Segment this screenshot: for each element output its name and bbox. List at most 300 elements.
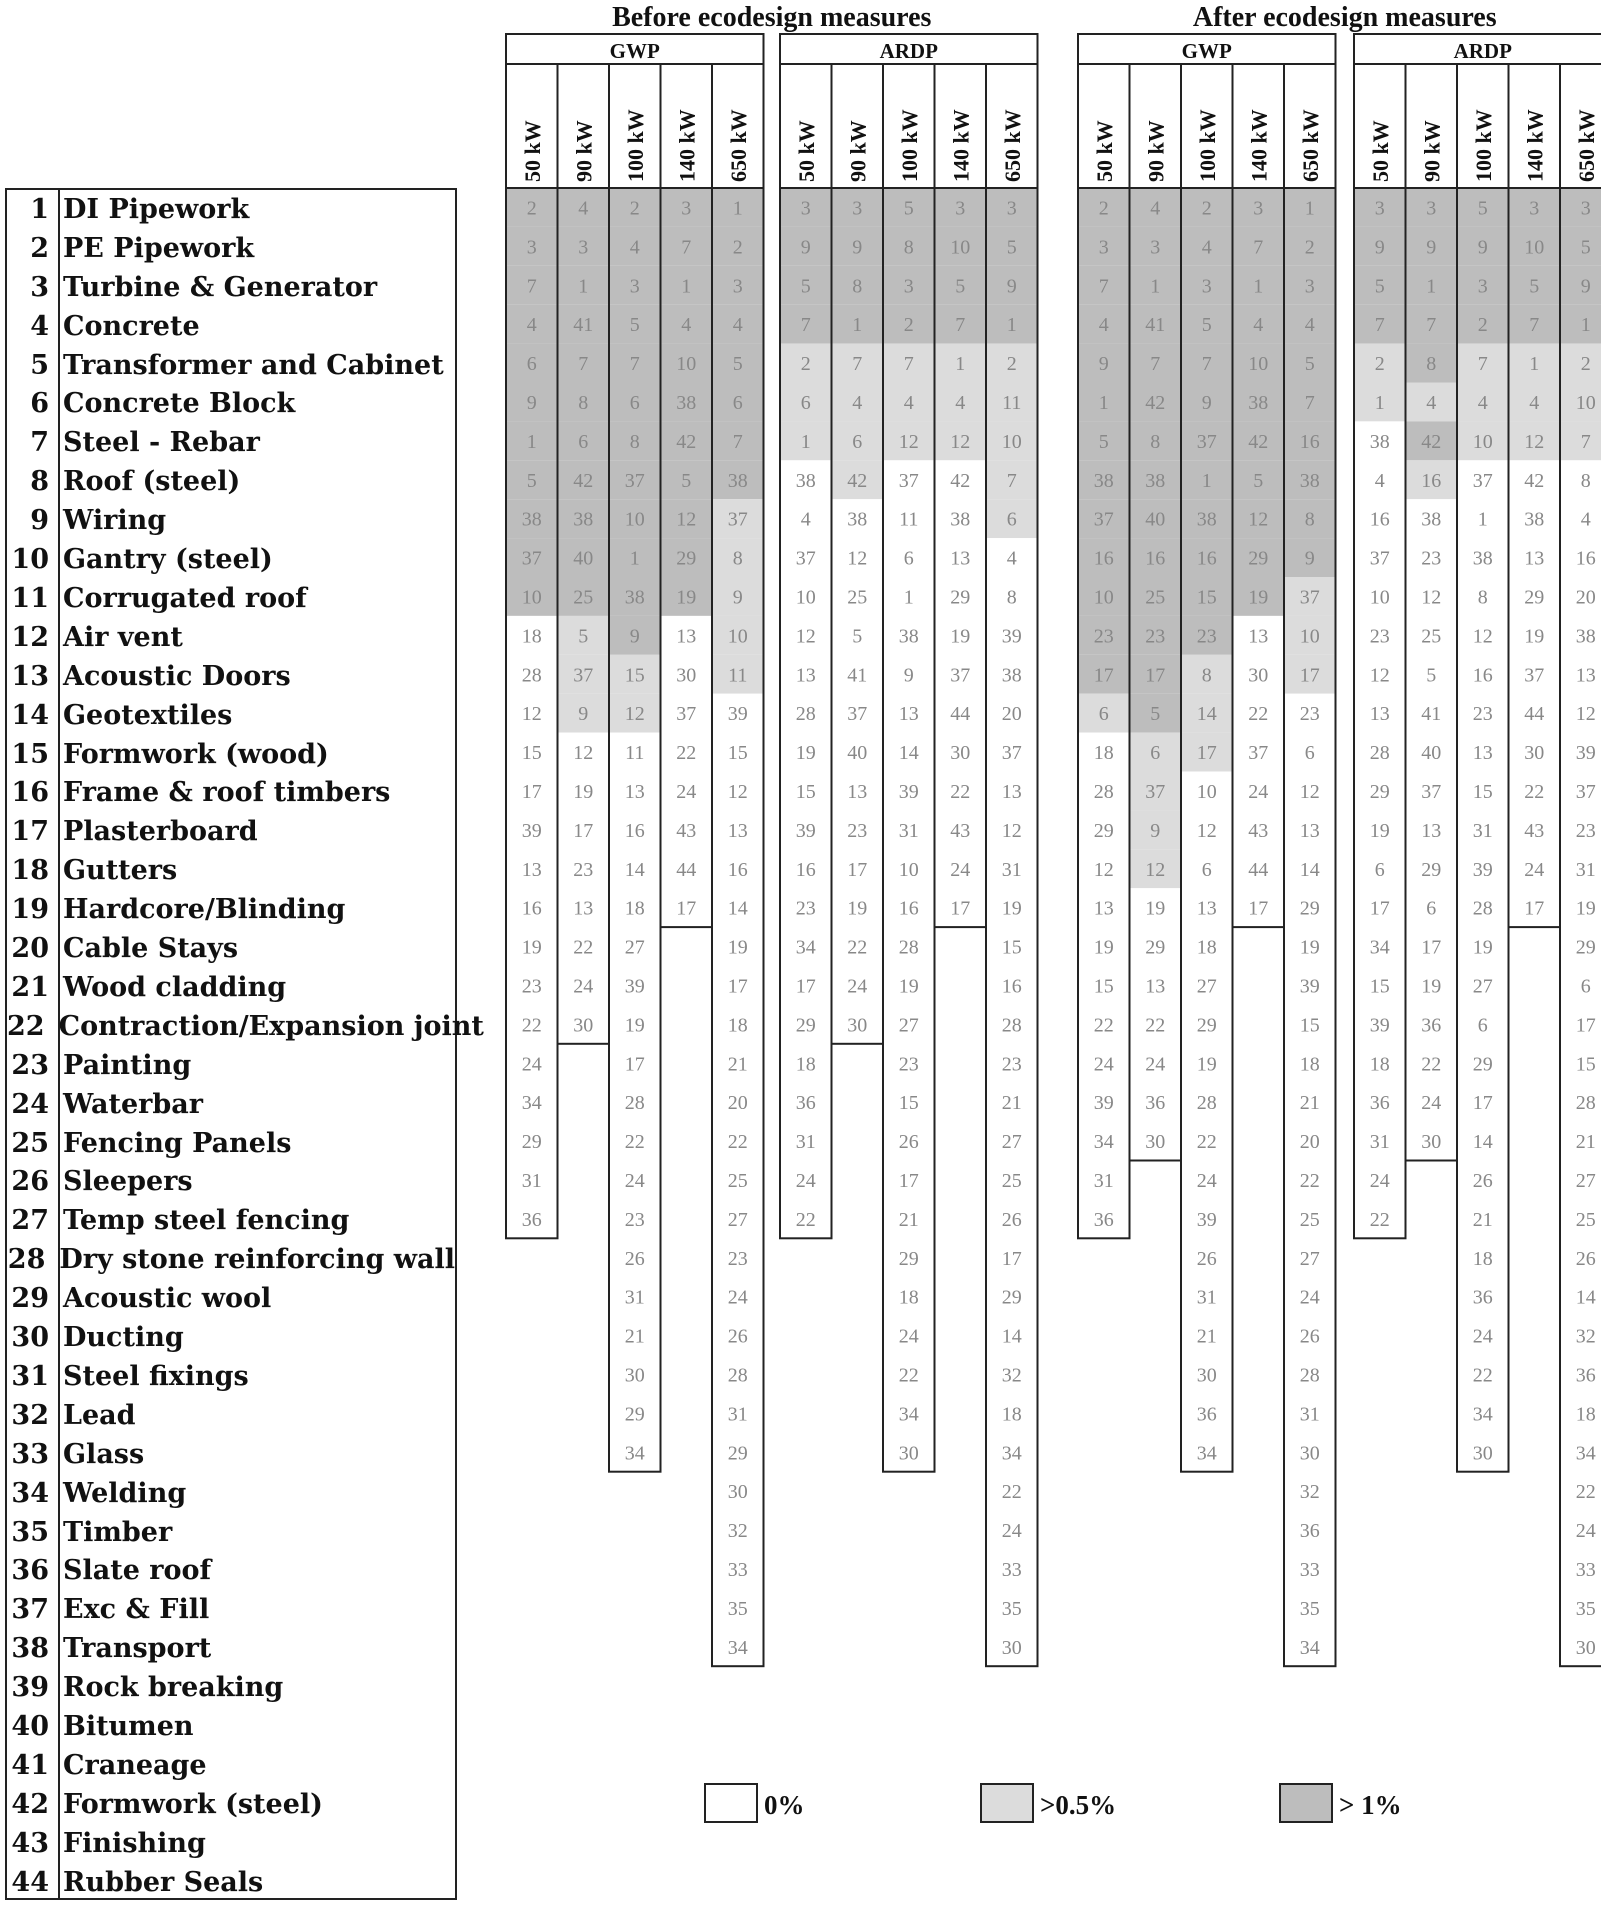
rank-value: 3	[1374, 197, 1385, 220]
rank-value: 14	[898, 742, 919, 765]
rank-value: 13	[1145, 975, 1166, 998]
rank-value: 9	[1477, 236, 1488, 259]
component-name: Formwork (steel)	[63, 1788, 323, 1820]
component-name: Finishing	[63, 1827, 206, 1859]
rank-value: 35	[1299, 1597, 1320, 1620]
rank-value: 33	[727, 1558, 748, 1581]
rank-value: 12	[1472, 625, 1493, 648]
rank-value: 12	[1421, 586, 1442, 609]
rank-value: 24	[1472, 1325, 1493, 1348]
component-name: Concrete	[63, 310, 200, 342]
rank-value: 16	[1369, 508, 1390, 531]
rank-value: 18	[1575, 1403, 1596, 1426]
rank-value: 13	[1093, 897, 1114, 920]
rank-value: 29	[950, 586, 971, 609]
rank-value: 37	[898, 469, 919, 492]
rank-value: 25	[1299, 1208, 1320, 1231]
rank-value: 11	[728, 664, 748, 687]
rank-value: 29	[1248, 547, 1269, 570]
rank-value: 9	[1201, 391, 1212, 414]
rank-value: 22	[1299, 1169, 1320, 1192]
rank-value: 1	[903, 586, 914, 609]
rank-value: 33	[1299, 1558, 1320, 1581]
rank-value: 40	[847, 742, 868, 765]
rank-value: 35	[1001, 1597, 1022, 1620]
rank-value: 16	[1575, 547, 1596, 570]
rank-value: 26	[1575, 1247, 1596, 1270]
rank-value: 36	[1196, 1403, 1217, 1426]
legend-label: >0.5%	[1040, 1790, 1117, 1820]
rank-value: 34	[1369, 936, 1390, 959]
rank-value: 13	[624, 780, 645, 803]
rank-value: 13	[573, 897, 594, 920]
rank-value: 2	[1006, 353, 1017, 376]
rank-value: 5	[629, 314, 640, 337]
rank-value: 8	[1150, 430, 1161, 453]
component-number: 6	[30, 388, 49, 420]
rank-value: 36	[795, 1092, 816, 1115]
rank-value: 4	[526, 314, 537, 337]
rank-value: 16	[898, 897, 919, 920]
rank-value: 16	[521, 897, 542, 920]
rank-value: 2	[1580, 353, 1591, 376]
rank-value: 1	[1253, 275, 1264, 298]
rank-value: 37	[521, 547, 542, 570]
rank-value: 18	[898, 1286, 919, 1309]
component-number: 1	[30, 193, 49, 225]
rank-value: 9	[1006, 275, 1017, 298]
indicator-label: ARDP	[879, 39, 938, 63]
capacity-label: 90 kW	[1419, 120, 1445, 182]
rank-value: 38	[1421, 508, 1442, 531]
rank-value: 26	[624, 1247, 645, 1270]
rank-value: 21	[1575, 1131, 1596, 1154]
rank-value: 17	[727, 975, 748, 998]
rank-value: 2	[1304, 236, 1315, 259]
rank-value: 31	[1299, 1403, 1320, 1426]
rank-value: 38	[624, 586, 645, 609]
rank-value: 30	[1248, 664, 1269, 687]
rank-value: 23	[1093, 625, 1114, 648]
rank-value: 6	[1374, 858, 1385, 881]
rank-value: 19	[521, 936, 542, 959]
capacity-label: 650 kW	[725, 109, 751, 182]
rank-value: 17	[1145, 664, 1166, 687]
rank-value: 8	[732, 547, 743, 570]
rank-value: 12	[1575, 703, 1596, 726]
rank-value: 38	[727, 469, 748, 492]
rank-value: 19	[727, 936, 748, 959]
component-name: Roof (steel)	[63, 466, 241, 498]
rank-value: 9	[800, 236, 811, 259]
rank-value: 12	[1145, 858, 1166, 881]
rank-value: 19	[1145, 897, 1166, 920]
rank-value: 13	[1575, 664, 1596, 687]
rank-value: 1	[1006, 314, 1017, 337]
rank-value: 12	[950, 430, 971, 453]
rank-value: 1	[1580, 314, 1591, 337]
rank-value: 19	[1001, 897, 1022, 920]
rank-value: 15	[1196, 586, 1217, 609]
rank-value: 30	[1145, 1131, 1166, 1154]
rank-value: 1	[955, 353, 966, 376]
component-number: 28	[7, 1244, 46, 1276]
rank-value: 7	[1580, 430, 1591, 453]
rank-value: 37	[676, 703, 697, 726]
rank-value: 30	[1196, 1364, 1217, 1387]
rank-value: 44	[676, 858, 697, 881]
rank-value: 8	[578, 391, 589, 414]
rank-value: 17	[1421, 936, 1442, 959]
rank-value: 7	[1374, 314, 1385, 337]
component-number: 7	[30, 427, 49, 459]
rank-value: 16	[1093, 547, 1114, 570]
rank-value: 10	[1248, 353, 1269, 376]
rank-value: 7	[1098, 275, 1109, 298]
rank-value: 23	[1299, 703, 1320, 726]
rank-value: 31	[1093, 1169, 1114, 1192]
rank-value: 1	[800, 430, 811, 453]
rank-value: 5	[1150, 703, 1161, 726]
component-number: 38	[11, 1633, 49, 1665]
rank-value: 30	[1299, 1442, 1320, 1465]
rank-value: 38	[1369, 430, 1390, 453]
rank-value: 28	[1196, 1092, 1217, 1115]
rank-value: 4	[1201, 236, 1212, 259]
rank-value: 18	[795, 1053, 816, 1076]
rank-value: 2	[800, 353, 811, 376]
rank-value: 22	[676, 742, 697, 765]
rank-value: 22	[1145, 1014, 1166, 1037]
component-name: Wiring	[63, 505, 167, 537]
rank-value: 16	[1472, 664, 1493, 687]
rank-value: 4	[852, 391, 863, 414]
component-number: 21	[11, 971, 49, 1003]
rank-value: 5	[526, 469, 537, 492]
rank-value: 12	[1248, 508, 1269, 531]
rank-value: 15	[727, 742, 748, 765]
rank-value: 24	[1299, 1286, 1320, 1309]
rank-value: 42	[1524, 469, 1545, 492]
rank-value: 38	[898, 625, 919, 648]
rank-value: 12	[1299, 780, 1320, 803]
rank-value: 25	[1001, 1169, 1022, 1192]
rank-value: 23	[1421, 547, 1442, 570]
rank-value: 10	[521, 586, 542, 609]
rank-value: 24	[676, 780, 697, 803]
rank-value: 16	[1145, 547, 1166, 570]
legend-swatch	[705, 1784, 757, 1822]
rank-value: 11	[1002, 391, 1022, 414]
rank-value: 3	[955, 197, 966, 220]
rank-value: 24	[727, 1286, 748, 1309]
rank-value: 19	[1248, 586, 1269, 609]
rank-value: 4	[903, 391, 914, 414]
rank-value: 34	[1472, 1403, 1493, 1426]
rank-value: 37	[950, 664, 971, 687]
component-name: Steel fixings	[63, 1360, 249, 1392]
rank-value: 21	[727, 1053, 748, 1076]
rank-value: 9	[1150, 819, 1161, 842]
rank-value: 30	[1575, 1636, 1596, 1659]
component-name: Temp steel fencing	[63, 1205, 350, 1237]
rank-value: 9	[852, 236, 863, 259]
rank-value: 19	[847, 897, 868, 920]
rank-value: 30	[1001, 1636, 1022, 1659]
component-number: 14	[11, 699, 49, 731]
rank-value: 17	[1369, 897, 1390, 920]
rank-value: 28	[624, 1092, 645, 1115]
component-name: PE Pipework	[63, 232, 255, 264]
rank-value: 35	[727, 1597, 748, 1620]
rank-value: 32	[1575, 1325, 1596, 1348]
rank-value: 39	[1196, 1208, 1217, 1231]
capacity-label: 90 kW	[1143, 120, 1169, 182]
rank-value: 38	[1001, 664, 1022, 687]
indicator-label: ARDP	[1453, 39, 1512, 63]
rank-value: 24	[624, 1169, 645, 1192]
rank-value: 30	[727, 1481, 748, 1504]
rank-value: 36	[1093, 1208, 1114, 1231]
rank-value: 39	[521, 819, 542, 842]
rank-value: 27	[1001, 1131, 1022, 1154]
rank-value: 13	[1248, 625, 1269, 648]
rank-value: 38	[1145, 469, 1166, 492]
rank-value: 15	[1093, 975, 1114, 998]
component-name: Slate roof	[63, 1555, 212, 1587]
rank-value: 8	[629, 430, 640, 453]
rank-value: 10	[727, 625, 748, 648]
rank-value: 6	[1580, 975, 1591, 998]
component-number: 43	[11, 1827, 49, 1859]
rank-value: 2	[1374, 353, 1385, 376]
rank-value: 28	[1575, 1092, 1596, 1115]
rank-value: 17	[1001, 1247, 1022, 1270]
component-number: 26	[11, 1166, 49, 1198]
rank-value: 8	[852, 275, 863, 298]
rank-value: 26	[1472, 1169, 1493, 1192]
rank-value: 8	[1006, 586, 1017, 609]
rank-value: 7	[1006, 469, 1017, 492]
component-number: 16	[11, 777, 49, 809]
rank-value: 21	[1472, 1208, 1493, 1231]
rank-value: 6	[1304, 742, 1315, 765]
rank-value: 19	[1369, 819, 1390, 842]
rank-value: 29	[1299, 897, 1320, 920]
rank-value: 13	[1421, 819, 1442, 842]
rank-value: 9	[1374, 236, 1385, 259]
rank-value: 37	[1145, 780, 1166, 803]
rank-value: 39	[1001, 625, 1022, 648]
rank-value: 13	[795, 664, 816, 687]
rank-value: 4	[1304, 314, 1315, 337]
capacity-label: 650 kW	[999, 109, 1025, 182]
component-name: Wood cladding	[63, 971, 287, 1003]
rank-value: 6	[526, 353, 537, 376]
rank-value: 4	[1098, 314, 1109, 337]
rank-value: 17	[847, 858, 868, 881]
rank-value: 20	[1001, 703, 1022, 726]
rank-value: 31	[1472, 819, 1493, 842]
rank-value: 10	[1001, 430, 1022, 453]
rank-value: 29	[1575, 936, 1596, 959]
rank-value: 41	[573, 314, 594, 337]
component-number: 17	[11, 816, 49, 848]
rank-value: 30	[676, 664, 697, 687]
rank-value: 21	[624, 1325, 645, 1348]
rank-value: 38	[1472, 547, 1493, 570]
rank-value: 10	[1524, 236, 1545, 259]
rank-value: 31	[795, 1131, 816, 1154]
rank-value: 31	[1196, 1286, 1217, 1309]
rank-value: 37	[847, 703, 868, 726]
component-number: 19	[11, 894, 49, 926]
rank-value: 17	[1196, 742, 1217, 765]
rank-value: 22	[795, 1208, 816, 1231]
component-number: 40	[11, 1711, 49, 1743]
rank-value: 29	[1093, 819, 1114, 842]
rank-value: 42	[950, 469, 971, 492]
rank-value: 29	[898, 1247, 919, 1270]
rank-value: 15	[624, 664, 645, 687]
component-number: 37	[11, 1594, 49, 1626]
rank-value: 6	[1098, 703, 1109, 726]
component-name: Formwork (wood)	[63, 738, 329, 770]
rank-value: 9	[578, 703, 589, 726]
component-name: Air vent	[63, 621, 183, 653]
rank-value: 19	[1093, 936, 1114, 959]
rank-value: 11	[899, 508, 919, 531]
rank-value: 9	[526, 391, 537, 414]
rank-value: 24	[1248, 780, 1269, 803]
rank-value: 24	[1145, 1053, 1166, 1076]
rank-value: 4	[732, 314, 743, 337]
rank-value: 5	[1426, 664, 1437, 687]
capacity-label: 90 kW	[571, 120, 597, 182]
rank-value: 7	[1477, 353, 1488, 376]
rank-value: 4	[1253, 314, 1264, 337]
component-number: 23	[11, 1049, 49, 1081]
rank-value: 14	[1299, 858, 1320, 881]
component-number: 8	[30, 466, 49, 498]
rank-value: 39	[795, 819, 816, 842]
rank-value: 2	[1477, 314, 1488, 337]
rank-value: 34	[521, 1092, 542, 1115]
rank-value: 40	[1421, 742, 1442, 765]
rank-value: 17	[950, 897, 971, 920]
rank-value: 12	[1369, 664, 1390, 687]
rank-value: 19	[1575, 897, 1596, 920]
rank-value: 34	[1299, 1636, 1320, 1659]
rank-value: 38	[1196, 508, 1217, 531]
rank-value: 39	[727, 703, 748, 726]
rank-value: 38	[521, 508, 542, 531]
rank-value: 37	[1196, 430, 1217, 453]
rank-value: 5	[800, 275, 811, 298]
rank-value: 22	[1575, 1481, 1596, 1504]
rank-value: 5	[681, 469, 692, 492]
rank-value: 30	[898, 1442, 919, 1465]
rank-value: 22	[521, 1014, 542, 1037]
rank-value: 7	[852, 353, 863, 376]
rank-value: 17	[1575, 1014, 1596, 1037]
rank-value: 15	[1299, 1014, 1320, 1037]
rank-value: 36	[1299, 1520, 1320, 1543]
rank-value: 3	[1477, 275, 1488, 298]
capacity-label: 140 kW	[674, 109, 700, 182]
component-number: 10	[11, 544, 49, 576]
rank-value: 3	[1304, 275, 1315, 298]
rank-value: 23	[521, 975, 542, 998]
component-name: Exc & Fill	[63, 1594, 210, 1626]
component-name: Gutters	[63, 855, 178, 887]
rank-value: 15	[795, 780, 816, 803]
rank-value: 2	[732, 236, 743, 259]
rank-value: 5	[1304, 353, 1315, 376]
rank-value: 7	[1304, 391, 1315, 414]
rank-value: 1	[732, 197, 743, 220]
rank-value: 12	[1001, 819, 1022, 842]
rank-value: 1	[629, 547, 640, 570]
rank-value: 3	[852, 197, 863, 220]
capacity-label: 50 kW	[1091, 120, 1117, 182]
rank-value: 27	[898, 1014, 919, 1037]
rank-value: 15	[898, 1092, 919, 1115]
rank-value: 5	[852, 625, 863, 648]
rank-value: 39	[898, 780, 919, 803]
rank-value: 1	[852, 314, 863, 337]
rank-value: 19	[898, 975, 919, 998]
component-name: Sleepers	[63, 1166, 193, 1198]
rank-value: 22	[1196, 1131, 1217, 1154]
rank-value: 22	[727, 1131, 748, 1154]
component-name: Frame & roof timbers	[63, 777, 391, 809]
rank-value: 10	[676, 353, 697, 376]
rank-value: 28	[898, 936, 919, 959]
rank-value: 7	[526, 275, 537, 298]
rank-value: 15	[1001, 936, 1022, 959]
rank-value: 31	[898, 819, 919, 842]
rank-value: 24	[1524, 858, 1545, 881]
rank-value: 23	[1575, 819, 1596, 842]
component-name: Cable Stays	[63, 933, 239, 965]
rank-value: 38	[795, 469, 816, 492]
component-name: Geotextiles	[63, 699, 233, 731]
rank-value: 5	[903, 197, 914, 220]
rank-value: 37	[624, 469, 645, 492]
rank-value: 3	[578, 236, 589, 259]
rank-value: 6	[578, 430, 589, 453]
rank-value: 42	[1145, 391, 1166, 414]
rank-value: 23	[727, 1247, 748, 1270]
rank-value: 42	[1248, 430, 1269, 453]
capacity-label: 50 kW	[1367, 120, 1393, 182]
rank-value: 19	[1299, 936, 1320, 959]
component-number: 32	[11, 1399, 49, 1431]
rank-value: 3	[629, 275, 640, 298]
rank-value: 5	[578, 625, 589, 648]
rank-value: 13	[847, 780, 868, 803]
rank-value: 29	[1145, 936, 1166, 959]
rank-value: 25	[573, 586, 594, 609]
rank-value: 8	[1304, 508, 1315, 531]
rank-value: 31	[727, 1403, 748, 1426]
component-number: 18	[11, 855, 49, 887]
rank-value: 37	[1575, 780, 1596, 803]
rank-value: 38	[1575, 625, 1596, 648]
rank-value: 5	[1374, 275, 1385, 298]
rank-value: 10	[795, 586, 816, 609]
